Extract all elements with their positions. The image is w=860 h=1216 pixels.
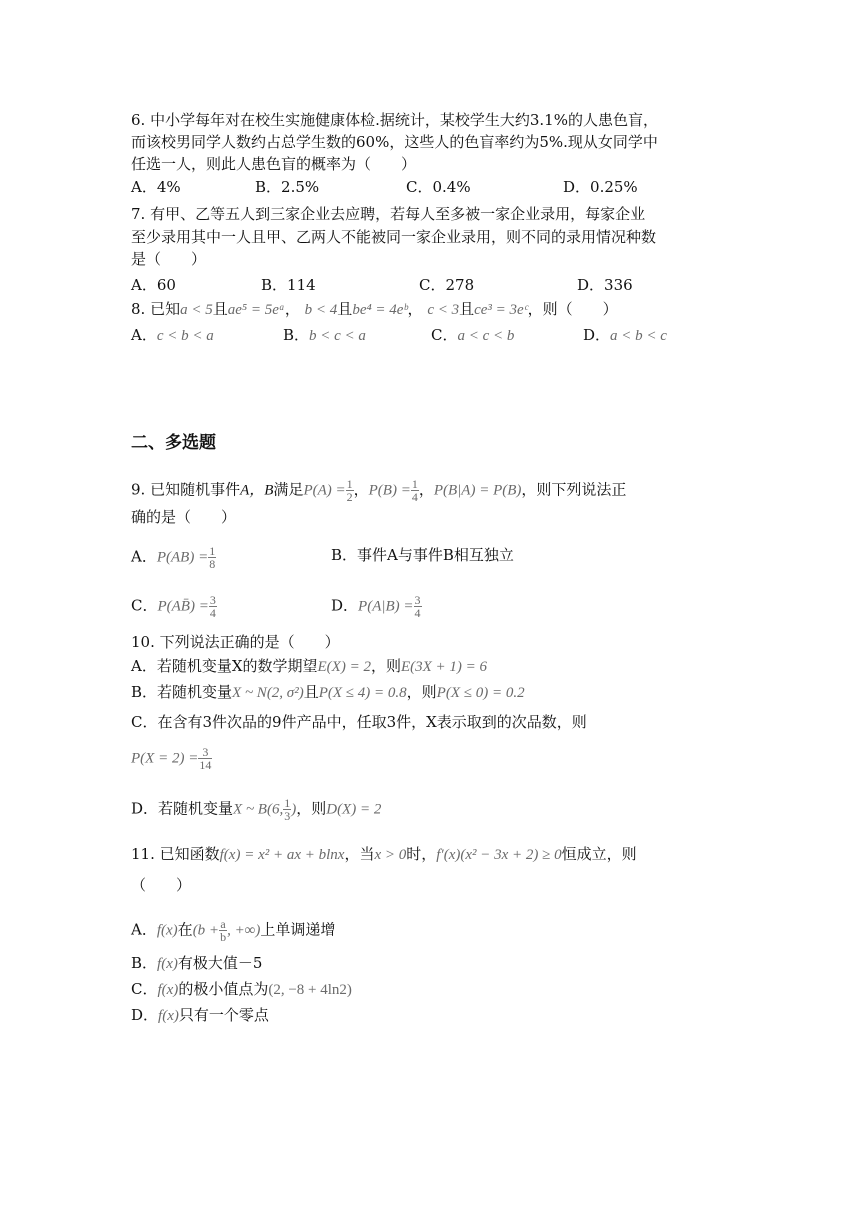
q10-a-math-1: E(X) = 2	[317, 659, 371, 675]
q6-line-1: 6. 中小学每年对在校生实施健康体检.据统计，某校学生大约3.1%的人患色盲，	[131, 111, 658, 129]
q10-d-den: 3	[284, 809, 291, 823]
q9-option-c-label: C．	[131, 596, 158, 615]
q11-b-f: f(x)	[157, 956, 178, 972]
q10-b-mid: 且	[303, 683, 319, 701]
q8-math-4: be⁴ = 4eᵇ	[352, 302, 408, 318]
q9-vars: A，B	[240, 482, 274, 499]
q10-stem: 10. 下列说法正确的是（ ）	[131, 633, 340, 651]
q8-math-2: ae⁵ = 5eᵃ	[227, 302, 285, 318]
q8-text-5: 且	[459, 300, 475, 318]
q6-line-2: 而该校男同学人数约占总学生数的60%，这些人的色盲率约为5%.现从女同学中	[131, 133, 658, 151]
q9-option-a	[131, 545, 216, 570]
q11-mid-2: 时，	[406, 845, 437, 863]
q8-option-c-label: C．	[431, 326, 458, 344]
q9-pa-num: 1	[346, 477, 353, 491]
q10-b-mid-2: ，则	[406, 683, 437, 701]
q9-option-d-label: D．	[331, 596, 359, 615]
q11-line-2: （ ）	[131, 876, 192, 894]
q9-option-d	[331, 594, 422, 619]
q9-condition: P(B|A) = P(B)	[433, 482, 522, 499]
q8-option-a-label: A．	[131, 326, 157, 344]
q10-option-b	[131, 682, 525, 703]
q9-option-a-num: 1	[209, 544, 216, 558]
q11-a-label: A．	[131, 920, 157, 939]
q11-prefix: 11. 已知函数	[131, 845, 220, 863]
q8-text-1: 且	[212, 300, 228, 318]
q11-option-c	[131, 979, 352, 1000]
q10-d-math-2: D(X) = 2	[326, 801, 382, 818]
q8-option-b	[283, 325, 366, 346]
q6-option-a: A．4%	[131, 178, 181, 196]
q6-option-b: B．2.5%	[255, 178, 320, 196]
q8-suffix: ，则（ ）	[527, 300, 618, 318]
q11-a-interval-1: (b +	[192, 922, 220, 939]
q11-c-f: f(x)	[157, 982, 179, 998]
section-heading: 二、多选题	[131, 433, 216, 453]
q8-text-4: ，	[407, 300, 423, 318]
q8-math-3: b < 4	[304, 302, 338, 318]
q9-prefix: 9. 已知随机事件	[131, 480, 241, 499]
q8-text-3: 且	[337, 300, 353, 318]
q11-c-label: C．	[131, 980, 158, 998]
q10-b-math-3: P(X ≤ 0) = 0.2	[436, 685, 525, 701]
q11-option-b	[131, 953, 262, 974]
q10-a-prefix: A．若随机变量X的数学期望	[131, 657, 318, 675]
q11-option-a	[131, 918, 335, 943]
q11-a-tail: 上单调递增	[260, 920, 336, 939]
q9-option-b: B．事件A与事件B相互独立	[331, 546, 514, 564]
q10-b-prefix: B．若随机变量	[131, 683, 233, 701]
q7-option-c: C．278	[419, 276, 475, 294]
q11-mid: ，当	[344, 845, 375, 863]
q9-line-2: 确的是（ ）	[131, 508, 237, 526]
q6-option-d: D．0.25%	[563, 178, 638, 196]
q9-option-a-label: A．	[131, 547, 157, 566]
q7-option-a: A．60	[131, 276, 176, 294]
q10-d-mid: ，则	[296, 799, 327, 818]
q7-option-d: D．336	[577, 276, 633, 294]
q9-mid: 满足	[273, 480, 304, 499]
q11-d-f: f(x)	[158, 1008, 179, 1024]
q7-line-2: 至少录用其中一人且甲、乙两人不能被同一家企业录用，则不同的录用情况种数	[131, 228, 657, 246]
q11-a-f: f(x)	[156, 922, 178, 939]
q11-c-mid: 的极小值点为	[178, 980, 269, 998]
q8-option-d	[583, 325, 667, 346]
q9-option-d-fraction	[414, 594, 422, 619]
q11-inequality: f′(x)(x² − 3x + 2) ≥ 0	[436, 847, 562, 863]
q10-b-math-2: P(X ≤ 4) = 0.8	[318, 685, 407, 701]
q10-c-den: 14	[199, 758, 212, 772]
q11-a-in: 在	[177, 920, 193, 939]
q8-option-c	[431, 325, 514, 346]
q8-prefix: 8. 已知	[131, 300, 181, 318]
q9-option-d-num: 3	[414, 593, 421, 607]
q11-d-tail: 只有一个零点	[178, 1006, 269, 1024]
q10-option-a	[131, 656, 487, 677]
q11-function: f(x) = x² + ax + blnx	[219, 847, 345, 863]
q9-pb-den: 4	[411, 490, 418, 504]
q11-stem	[131, 844, 637, 865]
q7-option-b: B．114	[261, 276, 316, 294]
q10-d-math-1b: )	[291, 801, 297, 818]
q11-b-label: B．	[131, 954, 158, 972]
q9-pb-fraction	[411, 478, 419, 503]
q9-pa: P(A) =	[303, 482, 346, 499]
q9-stem: 9. 已知随机事件A，B满足P(A) = $\frac{1}{2}$ ，P(B) = $\frac{1}{4}$ ，P(B|A) = P(B)，则下列说法正	[131, 477, 627, 504]
q8-math-1: a < 5	[180, 302, 213, 318]
q11-c-point: (2, −8 + 4ln2)	[268, 982, 352, 998]
q8-option-d-math: a < b < c	[610, 328, 667, 344]
q9-option-c-den: 4	[209, 606, 216, 620]
q11-option-d	[131, 1005, 269, 1026]
q10-a-mid: ，则	[370, 657, 401, 675]
q6-option-c: C．0.4%	[406, 178, 471, 196]
q8-option-a-math: c < b < a	[156, 328, 214, 344]
q9-option-d-den: 4	[414, 606, 421, 620]
q10-option-c: C．在含有3件次品的9件产品中，任取3件，X表示取到的次品数，则	[131, 713, 587, 731]
q8-math-5: c < 3	[427, 302, 460, 318]
q11-a-fraction	[219, 918, 227, 943]
q9-pb: P(B) =	[368, 482, 411, 499]
q8-option-c-math: a < c < b	[457, 328, 515, 344]
q9-option-a-den: 8	[209, 557, 216, 571]
q9-option-c-fraction	[209, 594, 217, 619]
q9-pa-fraction	[346, 478, 354, 503]
q10-c-math: P(X = 2) =	[131, 750, 199, 767]
q9-option-c	[131, 594, 217, 619]
q11-a-den: b	[220, 930, 227, 944]
q8-stem	[131, 299, 618, 320]
q8-option-d-label: D．	[583, 326, 611, 344]
q9-option-a-math: P(AB) =	[156, 549, 209, 566]
q11-d-label: D．	[131, 1006, 159, 1024]
q8-math-6: ce³ = 3eᶜ	[474, 302, 528, 318]
q8-option-b-math: b < c < a	[309, 328, 366, 344]
q10-d-math-1: X ~ B(6,	[233, 801, 284, 818]
q10-option-d	[131, 797, 381, 822]
q6-line-3: 任选一人，则此人患色盲的概率为（ ）	[131, 155, 417, 173]
q8-text-2: ，	[284, 300, 300, 318]
q9-option-a-fraction	[208, 545, 216, 570]
q7-line-3: 是（ ）	[131, 250, 207, 268]
q9-pb-num: 1	[411, 477, 418, 491]
q9-option-d-math: P(A|B) =	[358, 598, 414, 615]
q10-c-fraction	[198, 746, 212, 771]
q11-suffix: 恒成立，则	[561, 845, 637, 863]
q11-a-num: a	[220, 917, 226, 931]
q9-option-c-num: 3	[209, 593, 216, 607]
q10-b-math-1: X ~ N(2, σ²)	[232, 685, 304, 701]
q8-option-a	[131, 325, 214, 346]
q11-a-interval-2: , +∞)	[227, 922, 261, 939]
q10-d-num: 1	[284, 796, 291, 810]
q10-c-num: 3	[198, 746, 212, 759]
q10-d-prefix: D．若随机变量	[131, 799, 234, 818]
q11-b-tail: 有极大值－5	[177, 954, 263, 972]
q8-option-b-label: B．	[283, 326, 310, 344]
q9-option-c-math: P(AB̄) =	[157, 598, 209, 615]
q10-option-c-math	[131, 746, 212, 771]
q9-suffix: ，则下列说法正	[521, 480, 627, 499]
q10-a-math-2: E(3X + 1) = 6	[400, 659, 488, 675]
q7-line-1: 7. 有甲、乙等五人到三家企业去应聘，若每人至多被一家企业录用，每家企业	[131, 205, 646, 223]
q11-condition: x > 0	[374, 847, 407, 863]
q9-pa-den: 2	[346, 490, 353, 504]
